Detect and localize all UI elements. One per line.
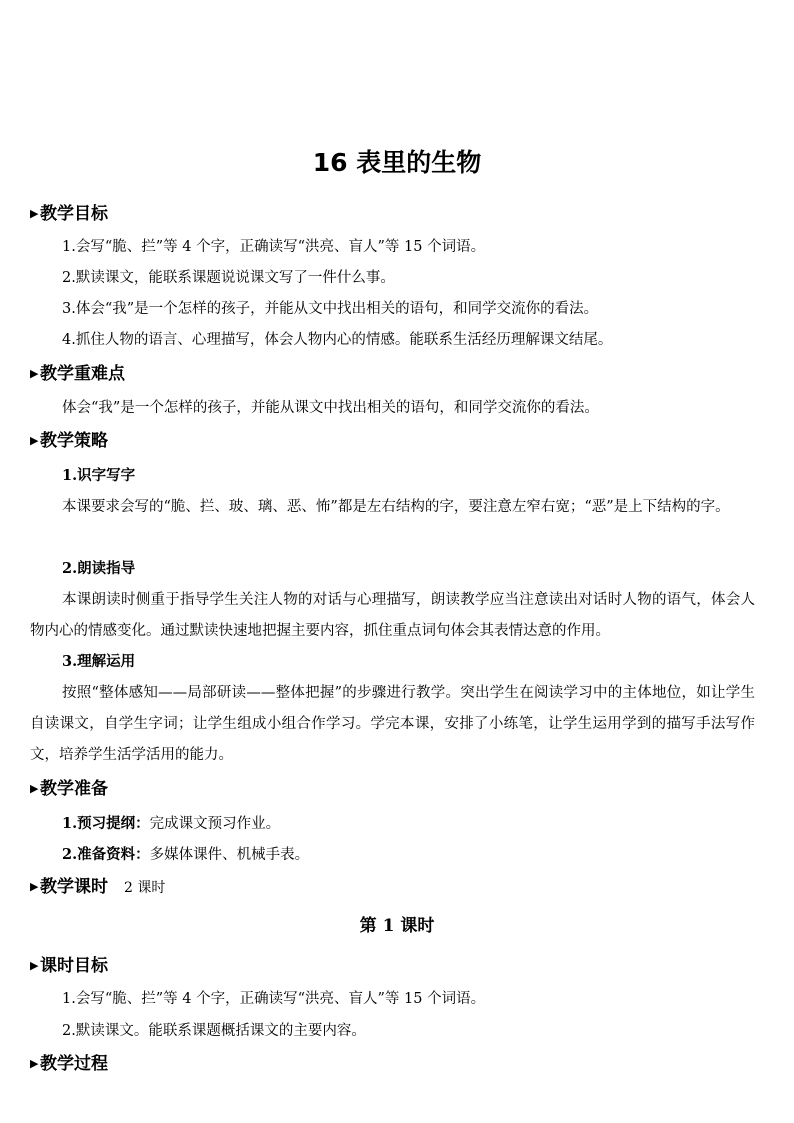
strategy-paragraph: 按照“整体感知——局部研读——整体把握”的步骤进行教学。突出学生在阅读学习中的主体地位，如让学生自读课文，自学生字词；让学生组成小组合作学习。学完本课，安排了小练笔，让学生运用学到的描写手法写作文，培养学生活学活用的能力。 xyxy=(30,685,755,763)
triangle-marker-icon: ▶ xyxy=(30,880,39,893)
section-heading-hours xyxy=(30,876,165,899)
strategy-paragraph: 本课朗读时侧重于指导学生关注人物的对话与心理描写，朗读教学应当注意读出对话时人物的语气，体会人物内心的情感变化。通过默读快速地把握主要内容，抓住重点词句体会其表情达意的作用。 xyxy=(30,592,755,639)
section-heading-text: 教学策略 xyxy=(40,431,108,451)
section-heading-text: 教学重难点 xyxy=(40,364,125,384)
prep-item-text: 完成课文预习作业。 xyxy=(149,816,281,832)
lesson-goal-item: 1.会写“脆、拦”等 4 个字，正确读写“洪亮、盲人”等 15 个词语。 xyxy=(62,991,486,1007)
prep-item xyxy=(62,813,280,835)
hours-value: 2 课时 xyxy=(124,880,166,896)
section-heading-process xyxy=(30,1053,108,1075)
strategy-paragraph: 本课要求会写的“脆、拦、玻、璃、恶、怖”都是左右结构的字，要注意左窄右宽；“恶”是上下结构的字。 xyxy=(62,499,730,515)
triangle-marker-icon: ▶ xyxy=(30,959,39,972)
prep-item-text: 多媒体课件、机械手表。 xyxy=(149,847,310,863)
page-title: 16 表里的生物 xyxy=(312,148,482,177)
section-heading-text: 课时目标 xyxy=(40,956,108,976)
prep-item xyxy=(62,844,309,866)
triangle-marker-icon: ▶ xyxy=(30,434,39,447)
keypoints-text: 体会“我”是一个怎样的孩子，并能从课文中找出相关的语句，和同学交流你的看法。 xyxy=(62,400,599,416)
section-heading-prep xyxy=(30,778,108,800)
triangle-marker-icon: ▶ xyxy=(30,1057,39,1070)
section-heading-keypoints xyxy=(30,363,125,385)
goal-item: 4.抓住人物的语言、心理描写，体会人物内心的情感。能联系生活经历理解课文结尾。 xyxy=(62,332,613,348)
section-heading-goals xyxy=(30,203,108,225)
lesson-goal-item: 2.默读课文。能联系课题概括课文的主要内容。 xyxy=(62,1023,366,1039)
triangle-marker-icon: ▶ xyxy=(30,207,39,220)
goal-item: 3.体会“我”是一个怎样的孩子，并能从文中找出相关的语句，和同学交流你的看法。 xyxy=(62,301,599,317)
section-heading-lesson-goals xyxy=(30,955,108,977)
strategy-sub-heading: 3.理解运用 xyxy=(62,653,136,670)
triangle-marker-icon: ▶ xyxy=(30,782,39,795)
prep-item-label: 1.预习提纲： xyxy=(62,815,150,832)
prep-item-label: 2.准备资料： xyxy=(62,846,150,863)
goal-item: 2.默读课文，能联系课题说说课文写了一件什么事。 xyxy=(62,270,395,286)
section-heading-text: 教学准备 xyxy=(40,779,108,799)
section-heading-text: 教学课时 xyxy=(40,877,108,897)
triangle-marker-icon: ▶ xyxy=(30,367,39,380)
lesson-title: 第 1 课时 xyxy=(359,916,435,936)
strategy-sub-heading: 1.识字写字 xyxy=(62,467,136,484)
goal-item: 1.会写“脆、拦”等 4 个字，正确读写“洪亮、盲人”等 15 个词语。 xyxy=(62,239,486,255)
section-heading-text: 教学目标 xyxy=(40,204,108,224)
section-heading-text: 教学过程 xyxy=(40,1054,108,1074)
strategy-sub-heading: 2.朗读指导 xyxy=(62,560,136,577)
section-heading-strategy xyxy=(30,430,108,452)
